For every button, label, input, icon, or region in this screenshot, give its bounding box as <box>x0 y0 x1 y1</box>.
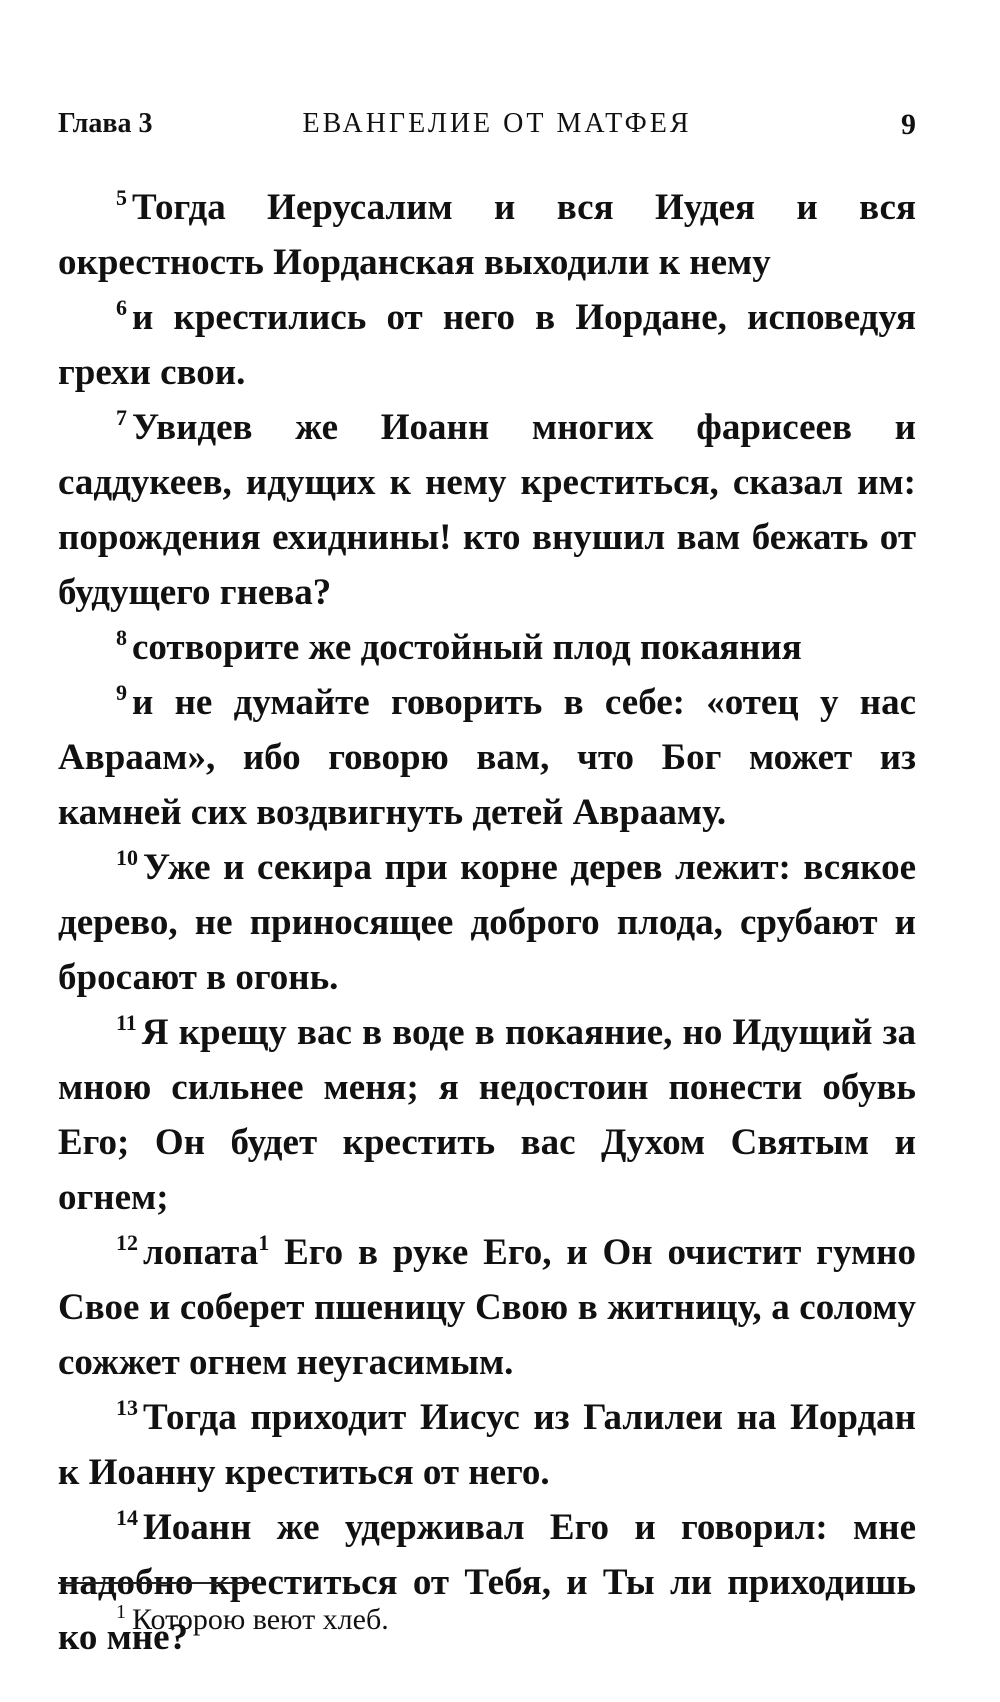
book-page <box>58 0 918 1702</box>
verse-6 <box>58 290 916 400</box>
verse-10 <box>58 840 916 1005</box>
verse-number: 5 <box>116 185 127 210</box>
verse-number: 7 <box>116 405 127 430</box>
verse-number: 12 <box>116 1230 138 1255</box>
verse-number: 8 <box>116 625 127 650</box>
verse-12 <box>58 1225 916 1390</box>
verse-number: 11 <box>116 1010 137 1035</box>
footnote-text: Которою веют хлеб. <box>132 1603 389 1636</box>
verse-7 <box>58 400 916 620</box>
verse-text-after-footnote: Его в руке Его, и Он очистит гумно Свое и соберет пшеницу Свою в житницу, а солому сожжет огнем неугасимым. <box>58 1232 916 1383</box>
verse-11 <box>58 1005 916 1225</box>
verse-text-before-footnote: лопата <box>143 1232 259 1273</box>
verse-text: Уже и секира при корне дерев лежит: всякое дерево, не приносящее доброго плода, срубают и бросают в огонь. <box>58 847 916 998</box>
page-number: 9 <box>901 108 916 141</box>
footnote-number: 1 <box>116 1601 126 1623</box>
verse-number: 14 <box>116 1505 138 1530</box>
footnote-divider <box>58 1582 252 1584</box>
footnote <box>116 1600 389 1640</box>
chapter-label: Глава 3 <box>58 108 153 139</box>
verse-number: 10 <box>116 845 138 870</box>
verse-5 <box>58 180 916 290</box>
scripture-text <box>58 180 916 1665</box>
verse-text: Я крещу вас в воде в покаяние, но Идущий за мною сильнее меня; я недостоин понести обувь Его; Он будет крестить вас Духом Святым и огнем; <box>58 1012 916 1218</box>
verse-text: и крестились от него в Иордане, исповедуя грехи свои. <box>58 297 916 393</box>
verse-text: сотворите же достойный плод покаяния <box>132 627 802 668</box>
verse-text: Тогда приходит Иисус из Галилеи на Иордан к Иоанну креститься от него. <box>58 1397 916 1493</box>
verse-number: 9 <box>116 680 127 705</box>
verse-number: 13 <box>116 1395 138 1420</box>
verse-number: 6 <box>116 295 127 320</box>
verse-text: Увидев же Иоанн многих фарисеев и саддукеев, идущих к нему креститься, сказал им: порождения ехиднины! кто внушил вам бежать от будущего гнева? <box>58 407 916 613</box>
verse-text: Тогда Иерусалим и вся Иудея и вся окрестность Иорданская выходили к нему <box>58 187 916 283</box>
book-title: ЕВАНГЕЛИЕ ОТ МАТФЕЯ <box>302 108 692 139</box>
running-head <box>58 108 916 148</box>
verse-13 <box>58 1390 916 1500</box>
verse-text: Иоанн же удерживал Его и говорил: мне надобно креститься от Тебя, и Ты ли приходишь ко мне? <box>58 1507 916 1658</box>
footnote-marker[interactable]: 1 <box>258 1230 270 1255</box>
verse-9 <box>58 675 916 840</box>
verse-8 <box>58 620 916 675</box>
verse-text: и не думайте говорить в себе: «отец у нас Авраам», ибо говорю вам, что Бог может из камней сих воздвигнуть детей Аврааму. <box>58 682 916 833</box>
